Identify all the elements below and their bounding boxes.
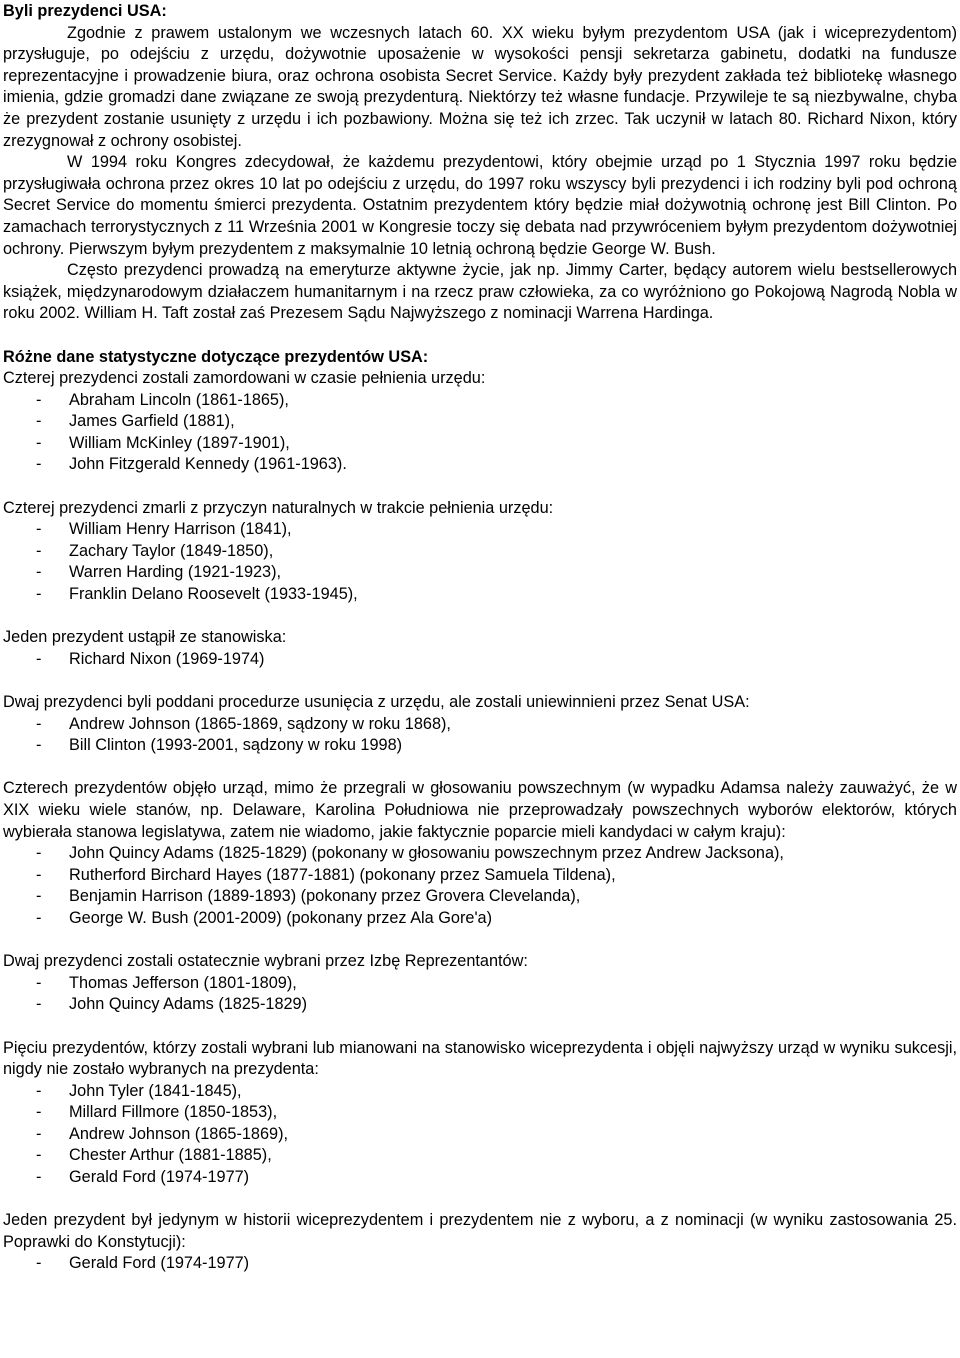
- document-heading: Byli prezydenci USA:: [3, 2, 167, 20]
- list-item: - Franklin Delano Roosevelt (1933-1945),: [3, 584, 957, 606]
- president-list: [3, 649, 957, 671]
- president-list: [3, 1081, 957, 1189]
- section-intro: Czterej prezydenci zmarli z przyczyn naturalnych w trakcie pełnienia urzędu:: [3, 498, 554, 517]
- list-item: - Gerald Ford (1974-1977): [3, 1167, 957, 1189]
- spacer: [3, 670, 957, 692]
- list-item: - Bill Clinton (1993-2001, sądzony w roku 1998): [3, 735, 957, 757]
- list-item: - Rutherford Birchard Hayes (1877-1881) (pokonany przez Samuela Tildena),: [3, 865, 957, 887]
- list-item: - John Tyler (1841-1845),: [3, 1081, 957, 1103]
- list-item: - John Fitzgerald Kennedy (1961-1963).: [3, 454, 957, 476]
- spacer: [3, 476, 957, 498]
- list-item: - Benjamin Harrison (1889-1893) (pokonany przez Grovera Clevelanda),: [3, 886, 957, 908]
- list-item: - John Quincy Adams (1825-1829): [3, 994, 957, 1016]
- president-list: [3, 843, 957, 929]
- president-list: [3, 714, 957, 757]
- list-item: - William McKinley (1897-1901),: [3, 433, 957, 455]
- section-intro: Jeden prezydent ustąpił ze stanowiska:: [3, 628, 287, 647]
- section-impeached: [3, 692, 957, 757]
- list-item: - James Garfield (1881),: [3, 411, 957, 433]
- list-item: - Richard Nixon (1969-1974): [3, 649, 957, 671]
- section-lost-popular-vote: [3, 778, 957, 929]
- paragraph-retirement: Często prezydenci prowadzą na emeryturze aktywne życie, jak np. Jimmy Carter, będący autorem wielu bestsellerowych książek, międzynarodowym działaczem humanitarnym i na rzecz praw człowieka, za co wyróżniono go Pokojową Nagrodą Nobla w roku 2002. William H. Taft został zaś Prezesem Sądu Najwyższego z nominacji Warrena Hardinga.: [3, 261, 957, 323]
- section-intro: Jeden prezydent był jedynym w historii wiceprezydentem i prezydentem nie z wyboru, a z nominacji (w wyniku zastosowania 25. Poprawki do Konstytucji):: [3, 1211, 957, 1251]
- spacer: [3, 606, 957, 628]
- section-intro: Dwaj prezydenci zostali ostatecznie wybrani przez Izbę Reprezentantów:: [3, 952, 528, 971]
- list-item: - Chester Arthur (1881-1885),: [3, 1145, 957, 1167]
- spacer: [3, 1016, 957, 1038]
- spacer: [3, 757, 957, 779]
- list-item: - Millard Fillmore (1850-1853),: [3, 1102, 957, 1124]
- list-item: - Andrew Johnson (1865-1869),: [3, 1124, 957, 1146]
- section-succession: [3, 1038, 957, 1189]
- stats-heading: Różne dane statystyczne dotyczące prezydentów USA:: [3, 347, 429, 366]
- section-intro: Pięciu prezydentów, którzy zostali wybrani lub mianowani na stanowisko wiceprezydenta i objęli najwyższy urząd w wyniku sukcesji, nigdy nie zostało wybranych na prezydenta:: [3, 1038, 957, 1079]
- list-item: - Thomas Jefferson (1801-1809),: [3, 973, 957, 995]
- section-intro: Czterech prezydentów objęło urząd, mimo że przegrali w głosowaniu powszechnym (w wypadku Adamsa należy zauważyć, że w XIX wieku wiele stanów, np. Delaware, Karolina Południowa nie przeprowadzały powszechnych wyborów elektorów, których wybierała stanowa legislatywa, zatem nie wiadomo, jakie faktycznie poparcie mieli kandydaci w całym kraju):: [3, 779, 957, 841]
- paragraph-protection: W 1994 roku Kongres zdecydował, że każdemu prezydentowi, który obejmie urząd po 1 Stycznia 1997 roku będzie przysługiwała ochrona przez okres 10 lat po odejściu z urzędu, do 1997 roku wszyscy byli prezydenci i ich rodziny byli pod ochroną Secret Service do momentu śmierci prezydenta. Ostatnim prezydentem który będzie miał dożywotnią ochronę jest Bill Clinton. Po zamachach terrorystycznych z 11 Września 2001 w Kongresie toczy się debata nad przywróceniem byłym prezydentom dożywotniej ochrony. Pierwszym byłym prezydentem z maksymalnie 10 letnią ochroną będzie George W. Bush.: [3, 153, 957, 258]
- paragraph-pensions: Zgodnie z prawem ustalonym we wczesnych latach 60. XX wieku byłym prezydentom USA (jak i wiceprezydentom) przysługuje, po odejściu z urzędu, dożywotnie uposażenie w wysokości pensji sekretarza gabinetu, dodatki na fundusze reprezentacyjne i prowadzenie biura, oraz ochrona osobista Secret Service. Każdy były prezydent zakłada też bibliotekę własnego imienia, gdzie gromadzi dane związane ze swoją prezydenturą. Niektórzy też własne fundacje. Przywileje te są niezbywalne, chyba że prezydent zostanie usunięty z urzędu i ich pozbawiony. Można się też ich zrzec. Tak uczynił w latach 80. Richard Nixon, który zrezygnował z ochrony osobistej.: [3, 23, 957, 150]
- president-list: [3, 390, 957, 476]
- list-item: - Warren Harding (1921-1923),: [3, 562, 957, 584]
- president-list: [3, 973, 957, 1016]
- section-house-elected: [3, 951, 957, 1016]
- list-item: - Andrew Johnson (1865-1869, sądzony w roku 1868),: [3, 714, 957, 736]
- spacer: [3, 930, 957, 952]
- spacer: [3, 325, 957, 347]
- list-item: - Abraham Lincoln (1861-1865),: [3, 390, 957, 412]
- section-resigned: [3, 627, 957, 670]
- list-item: - Gerald Ford (1974-1977): [3, 1253, 957, 1275]
- president-list: [3, 1253, 957, 1275]
- spacer: [3, 1189, 957, 1211]
- list-item: - John Quincy Adams (1825-1829) (pokonany w głosowaniu powszechnym przez Andrew Jacksona),: [3, 843, 957, 865]
- section-natural-death: [3, 498, 957, 606]
- section-intro: Dwaj prezydenci byli poddani procedurze usunięcia z urzędu, ale zostali uniewinnieni przez Senat USA:: [3, 693, 750, 711]
- section-nominated: [3, 1210, 957, 1275]
- section-assassinated: [3, 368, 957, 476]
- list-item: - Zachary Taylor (1849-1850),: [3, 541, 957, 563]
- list-item: - William Henry Harrison (1841),: [3, 519, 957, 541]
- list-item: - George W. Bush (2001-2009) (pokonany przez Ala Gore'a): [3, 908, 957, 930]
- section-intro: Czterej prezydenci zostali zamordowani w czasie pełnienia urzędu:: [3, 369, 486, 388]
- president-list: [3, 519, 957, 605]
